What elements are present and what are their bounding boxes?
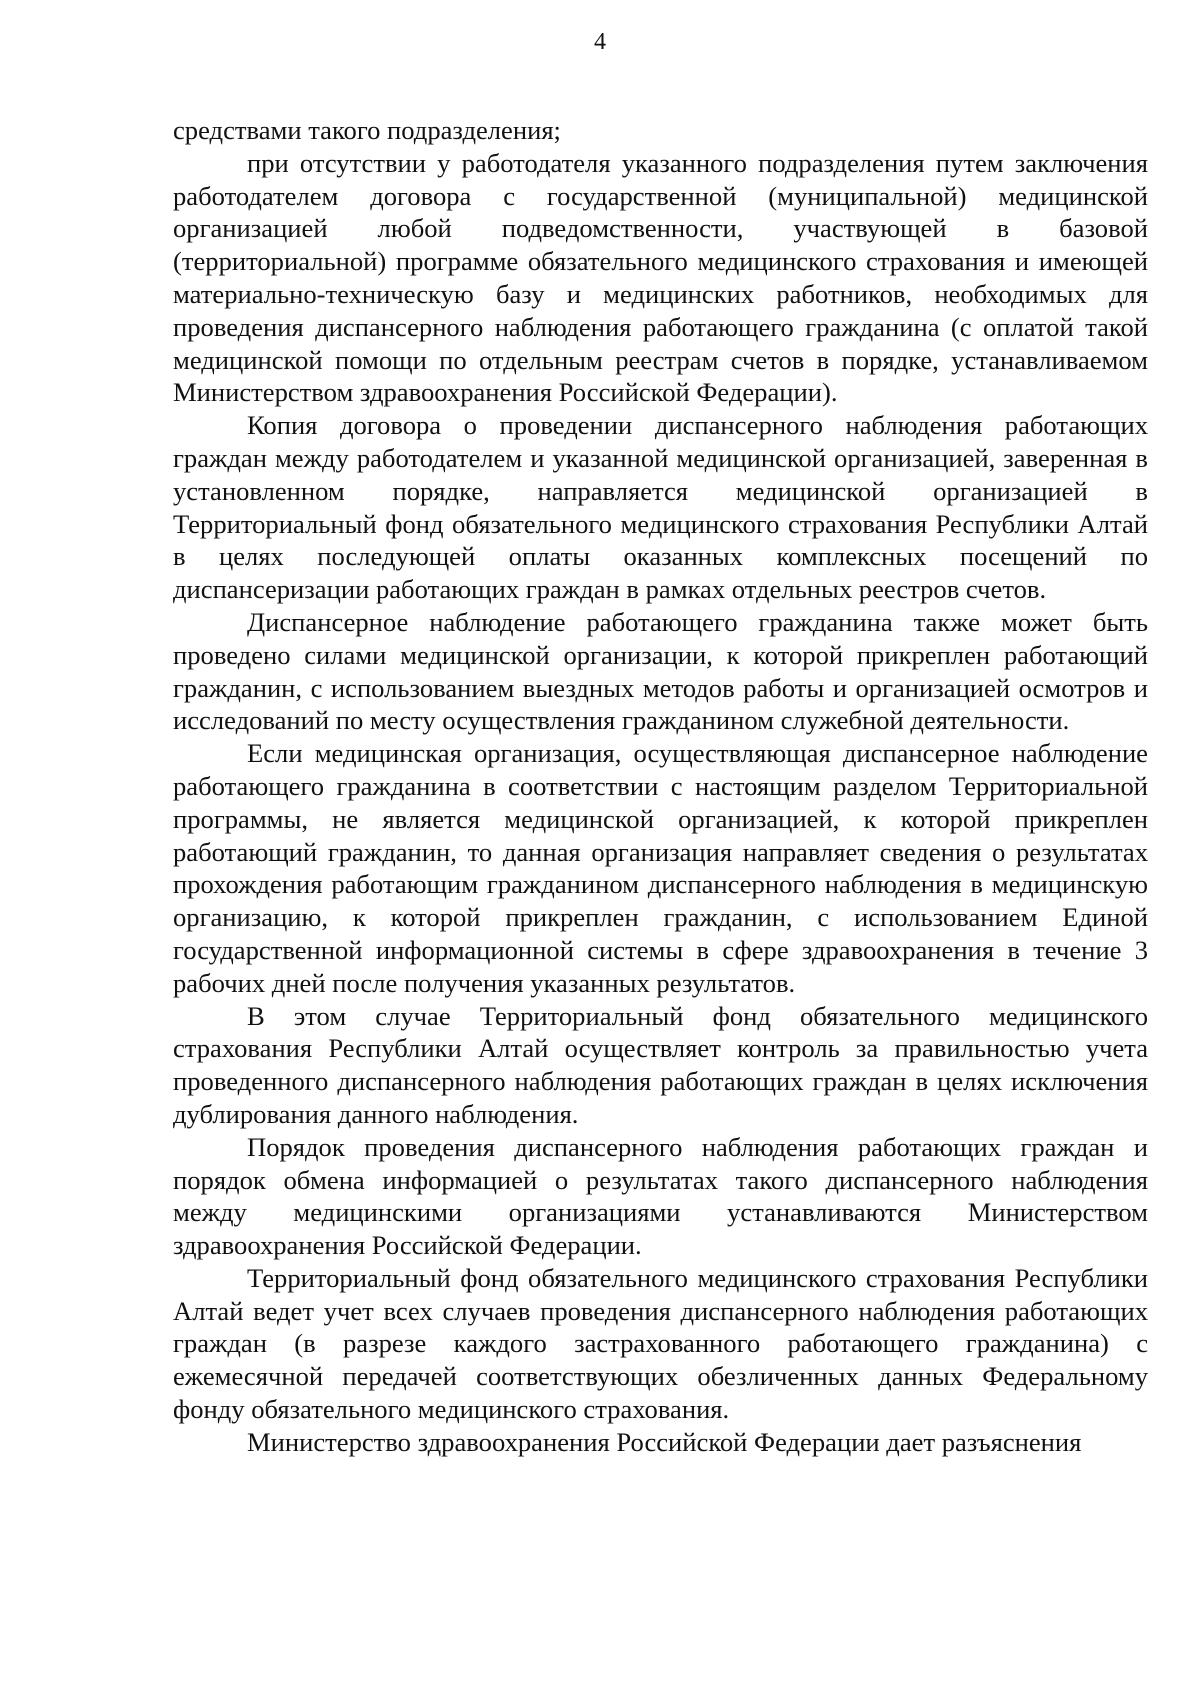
paragraph-own-forces: Диспансерное наблюдение работающего гражданина также может быть проведено силами медицинской организации, к которой прикреплен работающий гражданин, с использованием выездных методов работы и организацией осмотров и исследований по месту осуществления гражданином служебной деятельности. xyxy=(173,606,1148,736)
page-number: 4 xyxy=(594,29,606,55)
paragraph-fund-records: Территориальный фонд обязательного медицинского страхования Республики Алтай ведет учет всех случаев проведения диспансерного наблюдения работающих граждан (в разрезе каждого застрахованного работающего гражданина) с ежемесячной передачей соответствующих обезличенных данных Федеральному фонду обязательного медицинского страхования. xyxy=(173,1262,1148,1425)
document-body xyxy=(173,114,1148,1459)
paragraph-procedure: Порядок проведения диспансерного наблюдения работающих граждан и порядок обмена информацией о результатах такого диспансерного наблюдения между медицинскими организациями устанавливаются Министерством здравоохранения Российской Федерации. xyxy=(173,1131,1148,1261)
paragraph-ministry-clarifications: Министерство здравоохранения Российской Федерации дает разъяснения xyxy=(247,1426,1082,1457)
paragraph-contract-copy: Копия договора о проведении диспансерного наблюдения работающих граждан между работодателем и указанной медицинской организацией, заверенная в установленном порядке, направляется медицинской организацией в Территориальный фонд обязательного медицинского страхования Республики Алтай в целях последующей оплаты оказанных комплексных посещений по диспансеризации работающих граждан в рамках отдельных реестров счетов. xyxy=(173,410,1148,605)
paragraph-fund-control: В этом случае Территориальный фонд обязательного медицинского страхования Республики Алтай осуществляет контроль за правильностью учета проведенного диспансерного наблюдения работающих граждан в целях исключения дублирования данного наблюдения. xyxy=(173,1000,1148,1129)
paragraph-information-transfer: Если медицинская организация, осуществляющая диспансерное наблюдение работающего гражданина в соответствии с настоящим разделом Территориальной программы, не является медицинской организацией, к которой прикреплен работающий гражданин, то данная организация направляет сведения о результатах прохождения работающим гражданином диспансерного наблюдения в медицинскую организацию, к которой прикреплен гражданин, с использованием Единой государственной информационной системы в сфере здравоохранения в течение 3 рабочих дней после получения указанных результатов. xyxy=(173,738,1148,998)
paragraph-employer-contract: при отсутствии у работодателя указанного подразделения путем заключения работодателем договора с государственной (муниципальной) медицинской организацией любой подведомственности, участвующей в базовой (территориальной) программе обязательного медицинского страхования и имеющей материально-техническую базу и медицинских работников, необходимых для проведения диспансерного наблюдения работающего гражданина (с оплатой такой медицинской помощи по отдельным реестрам счетов в порядке, устанавливаемом Министерством здравоохранения Российской Федерации). xyxy=(173,147,1148,408)
paragraph-continuation: средствами такого подразделения; xyxy=(173,115,561,145)
